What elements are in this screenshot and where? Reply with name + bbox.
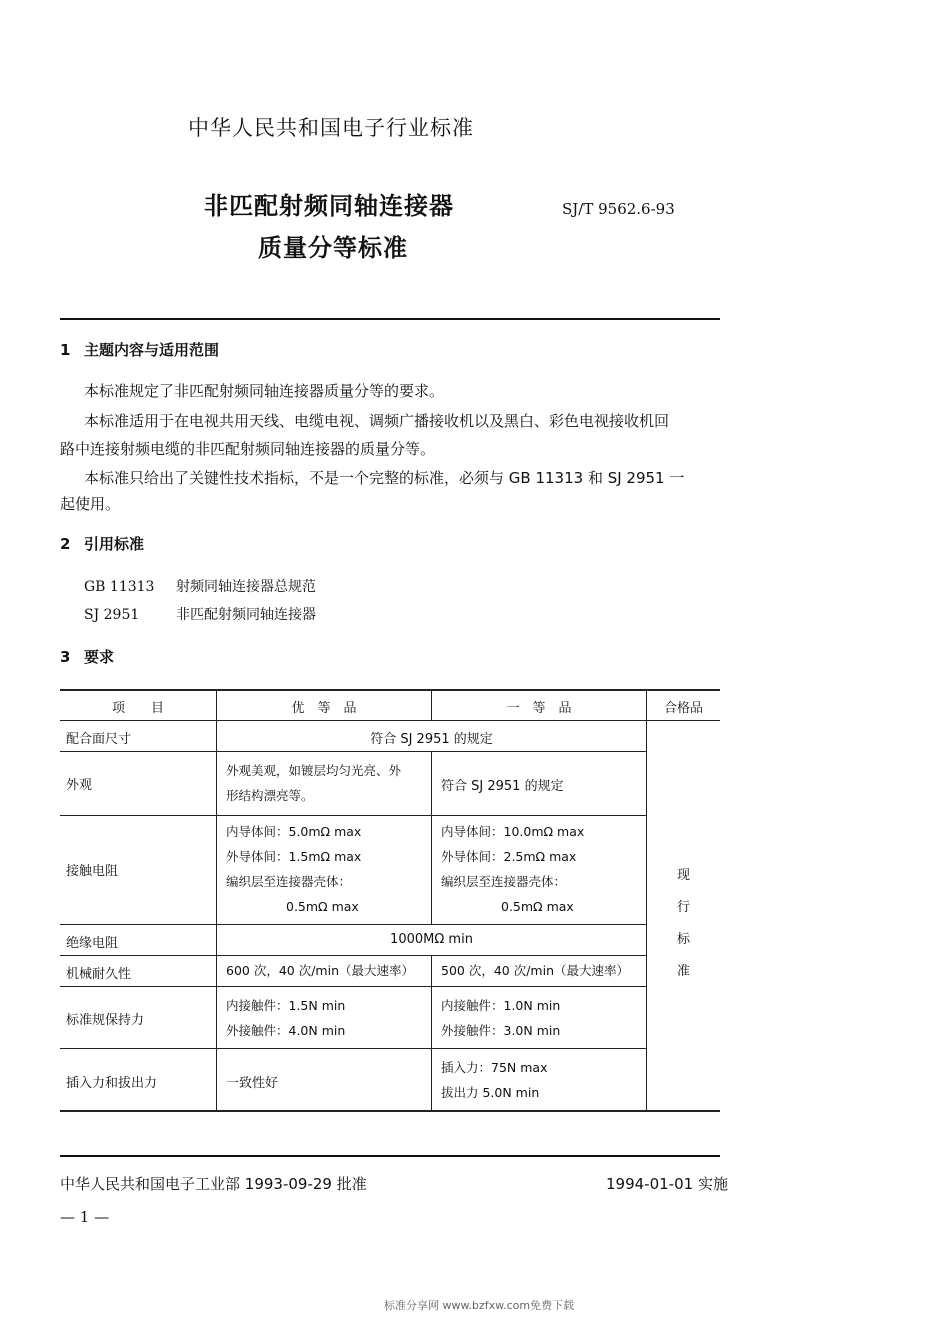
table-row-line: [60, 1048, 646, 1049]
footer-divider: [60, 1155, 720, 1157]
cell-line: 内接触件：1.0N min: [441, 998, 561, 1013]
section-3-title: 要求: [84, 648, 115, 666]
table-cell-premium: [226, 819, 361, 919]
table-row-line: [60, 815, 646, 816]
table-cell-first: [441, 1055, 547, 1105]
section-1-heading: [60, 339, 219, 360]
table-col-line: [431, 955, 432, 1111]
table-col-line: [431, 751, 432, 925]
table-cell-first: [441, 993, 560, 1043]
cell-line: 外观美观，如镀层均匀光亮、外: [226, 763, 402, 778]
table-row-item: 标准规保持力: [66, 1013, 145, 1028]
section-1-paragraph-1: 本标准规定了非匹配射频同轴连接器质量分等的要求。: [84, 382, 445, 400]
standard-org-title: 中华人民共和国电子行业标准: [188, 116, 474, 140]
standard-number: SJ/T 9562.6-93: [562, 200, 675, 218]
section-1-title: 主题内容与适用范围: [84, 341, 220, 359]
section-1-number: 1: [60, 341, 71, 359]
section-1-paragraph-3a: 本标准只给出了关键性技术指标，不是一个完整的标准，必须与 GB 11313 和 SJ 2951 一: [84, 469, 685, 487]
cell-line: 内导体间：5.0mΩ max: [226, 824, 362, 839]
table-cell-merged: 1000MΩ min: [390, 932, 473, 947]
table-row-item: 绝缘电阻: [66, 936, 119, 951]
table-header-line: [60, 720, 720, 721]
reference-item: [84, 576, 316, 596]
table-cell-premium: [226, 758, 401, 808]
section-2-heading: [60, 533, 144, 554]
implementation-date: 1994-01-01 实施: [606, 1175, 728, 1193]
table-cell-premium: 一致性好: [226, 1076, 279, 1091]
table-row-item: 插入力和拔出力: [66, 1076, 158, 1091]
section-1-paragraph-3b: 起使用。: [60, 495, 121, 513]
document-title-line1: 非匹配射频同轴连接器: [204, 192, 454, 220]
document-title-line2: 质量分等标准: [258, 234, 408, 262]
header-first-class: 一 等 品: [506, 701, 572, 716]
header-qualified: 合格品: [663, 701, 703, 716]
cell-line: 形结构漂亮等。: [226, 788, 314, 803]
cell-line: 插入力：75N max: [441, 1060, 548, 1075]
cell-line: 外导体间：2.5mΩ max: [441, 849, 577, 864]
table-row-item: 接触电阻: [66, 864, 119, 879]
table-bottom-border: [60, 1110, 720, 1112]
table-row-line: [60, 955, 646, 956]
table-row-line: [60, 986, 646, 987]
page-number: — 1 —: [60, 1208, 110, 1226]
cell-line: 外导体间：1.5mΩ max: [226, 849, 362, 864]
table-row-item: 外观: [66, 778, 93, 793]
table-cell-merged: 符合 SJ 2951 的规定: [370, 732, 493, 747]
table-row-item: 机械耐久性: [66, 967, 132, 982]
header-premium: 优 等 品: [291, 701, 357, 716]
table-cell-premium: [226, 993, 345, 1043]
cell-line: 内导体间：10.0mΩ max: [441, 824, 585, 839]
table-row-item: 配合面尺寸: [66, 732, 132, 747]
site-watermark: 标准分享网 www.bzfxw.com免费下载: [384, 1299, 575, 1312]
cell-line: 外接触件：4.0N min: [226, 1023, 346, 1038]
reference-name: 非匹配射频同轴连接器: [176, 607, 316, 623]
qualified-text: 准: [676, 964, 690, 979]
reference-name: 射频同轴连接器总规范: [176, 579, 316, 595]
table-cell-first: 500 次，40 次/min（最大速率）: [441, 963, 629, 978]
header-item: 项 目: [111, 701, 164, 716]
reference-code: SJ 2951: [84, 607, 140, 623]
qualified-text: 标: [676, 932, 690, 947]
cell-line: 0.5mΩ max: [501, 899, 574, 914]
table-cell-first: 符合 SJ 2951 的规定: [441, 779, 564, 794]
table-row-line: [60, 924, 646, 925]
title-divider: [60, 318, 720, 320]
section-3-heading: [60, 646, 114, 667]
section-2-title: 引用标准: [84, 535, 145, 553]
reference-item: [84, 604, 316, 624]
qualified-text: 行: [676, 900, 690, 915]
cell-line: 编织层至连接器壳体：: [441, 874, 567, 889]
section-1-paragraph-2b: 路中连接射频电缆的非匹配射频同轴连接器的质量分等。: [60, 440, 436, 458]
section-2-number: 2: [60, 535, 71, 553]
cell-line: 拔出力 5.0N min: [441, 1085, 540, 1100]
table-cell-first: [441, 819, 584, 919]
approval-line: 中华人民共和国电子工业部 1993-09-29 批准: [60, 1175, 367, 1193]
cell-line: 编织层至连接器壳体：: [226, 874, 352, 889]
section-3-number: 3: [60, 648, 71, 666]
reference-code: GB 11313: [84, 579, 155, 595]
table-row-line: [60, 751, 646, 752]
qualified-text: 现: [676, 868, 690, 883]
cell-line: 外接触件：3.0N min: [441, 1023, 561, 1038]
table-cell-premium: 600 次，40 次/min（最大速率）: [226, 963, 414, 978]
cell-line: 0.5mΩ max: [286, 899, 359, 914]
table-col-line: [216, 689, 217, 1111]
table-top-border: [60, 689, 720, 691]
section-1-paragraph-2a: 本标准适用于在电视共用天线、电缆电视、调频广播接收机以及黑白、彩色电视接收机回: [84, 412, 670, 430]
cell-line: 内接触件：1.5N min: [226, 998, 346, 1013]
qualified-cell: [647, 860, 720, 988]
